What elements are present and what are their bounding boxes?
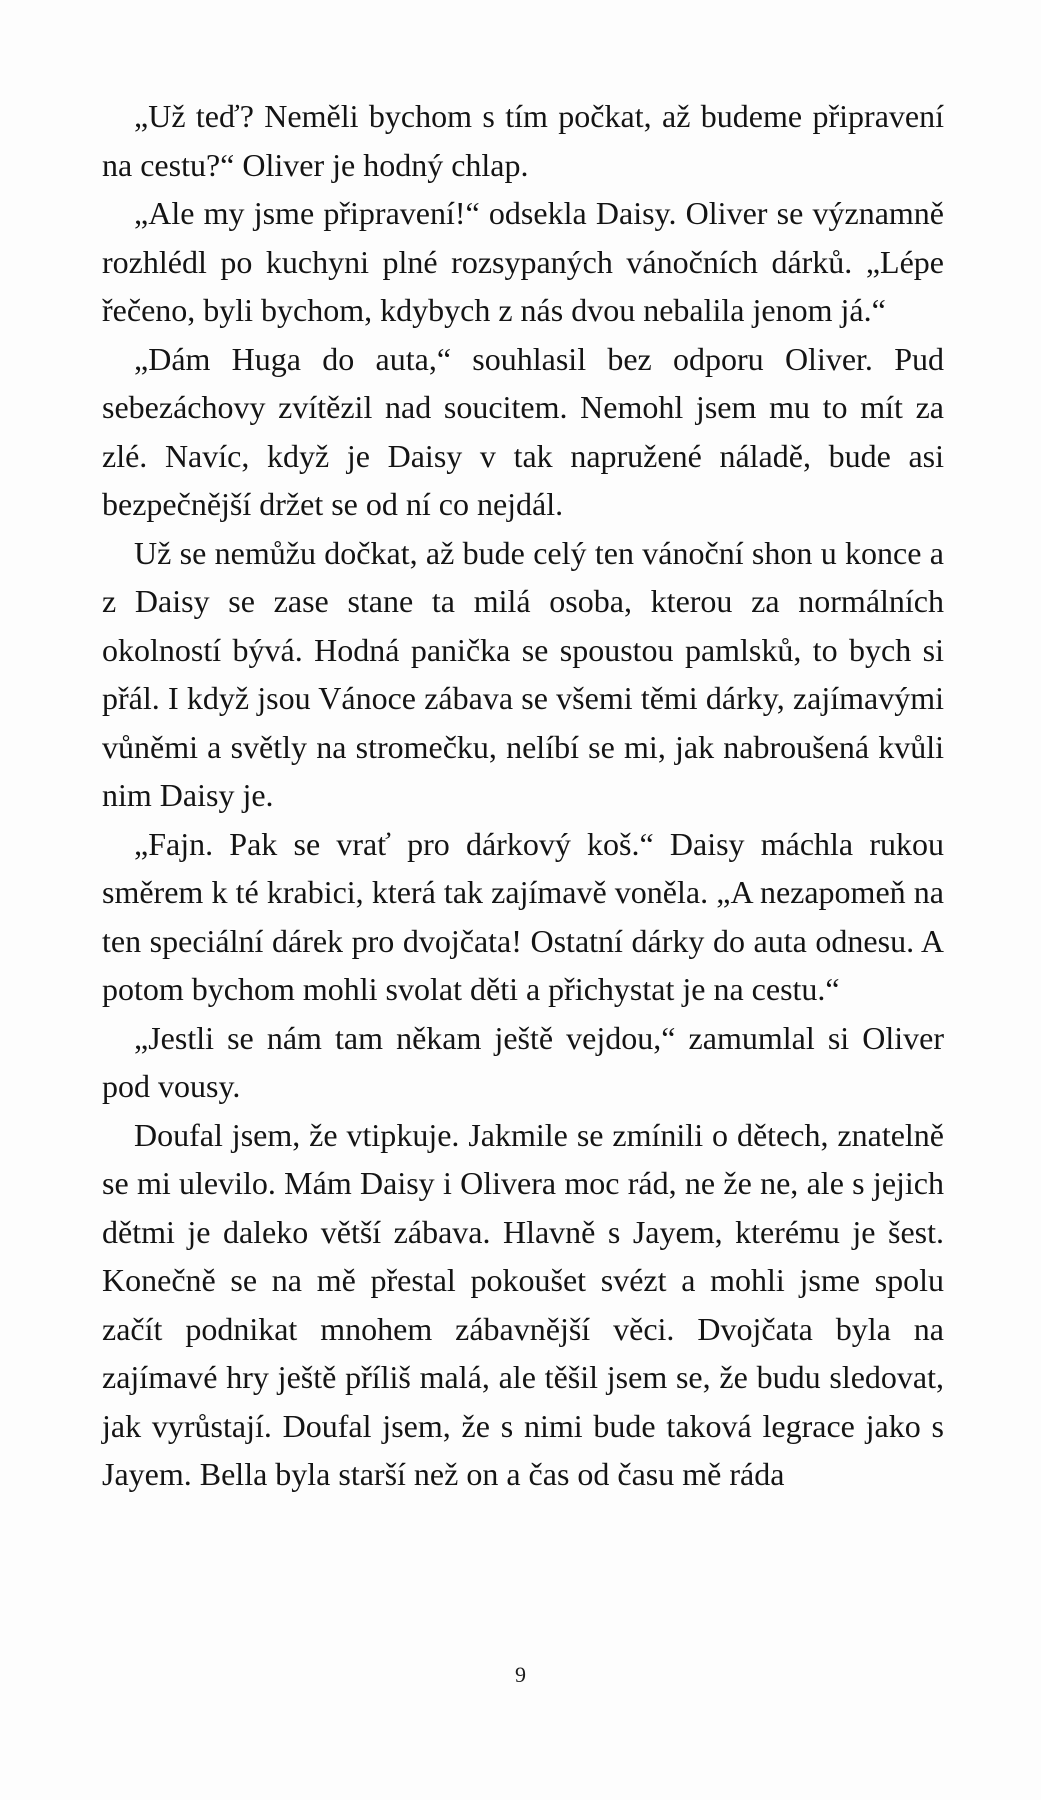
paragraph: „Fajn. Pak se vrať pro dárkový koš.“ Daisy máchla rukou směrem k té krabici, která tak zajímavě voněla. „A nezapomeň na ten speciální dárek pro dvojčata! Ostatní dárky do auta odnesu. A potom bychom mohli svolat děti a přichystat je na cestu.“ bbox=[102, 825, 944, 1007]
paragraph: „Dám Huga do auta,“ souhlasil bez odporu Oliver. Pud sebezáchovy zvítězil nad soucitem. Nemohl jsem mu to mít za zlé. Navíc, když je Daisy v tak napružené náladě, bude asi bezpečnější držet se od ní co nejdál. bbox=[102, 340, 944, 522]
paragraph: „Jestli se nám tam někam ještě vejdou,“ zamumlal si Oliver pod vousy. bbox=[102, 1019, 944, 1104]
body-text bbox=[102, 92, 944, 1499]
paragraph: Doufal jsem, že vtipkuje. Jakmile se zmínili o dětech, znatelně se mi ulevilo. Mám Daisy i Olivera moc rád, ne že ne, ale s jejich dětmi je daleko větší zábava. Hlavně s Jayem, kterému je šest. Konečně se na mě přestal pokoušet svézt a mohli jsme spolu začít podnikat mnohem zábavnější věci. Dvojčata byla na zajímavé hry ještě příliš malá, ale těšil jsem se, že budu sledovat, jak vyrůstají. Doufal jsem, že s nimi bude taková legrace jako s Jayem. Bella byla starší než on a čas od času mě ráda bbox=[102, 1116, 944, 1492]
paragraph: „Už teď? Neměli bychom s tím počkat, až budeme připravení na cestu?“ Oliver je hodný chlap. bbox=[102, 98, 944, 183]
paragraph: „Ale my jsme připravení!“ odsekla Daisy. Oliver se významně rozhlédl po kuchyni plné rozsypaných vánočních dárků. „Lépe řečeno, byli bychom, kdybych z nás dvou nebalila jenom já.“ bbox=[102, 195, 944, 328]
paragraph: Už se nemůžu dočkat, až bude celý ten vánoční shon u konce a z Daisy se zase stane ta milá osoba, kterou za normálních okolností bývá. Hodná panička se spoustou pamlsků, to bych si přál. I když jsou Vánoce zábava se všemi těmi dárky, zajímavými vůněmi a světly na stromečku, nelíbí se mi, jak nabroušená kvůli nim Daisy je. bbox=[102, 534, 944, 813]
page-number: 9 bbox=[515, 1662, 526, 1687]
